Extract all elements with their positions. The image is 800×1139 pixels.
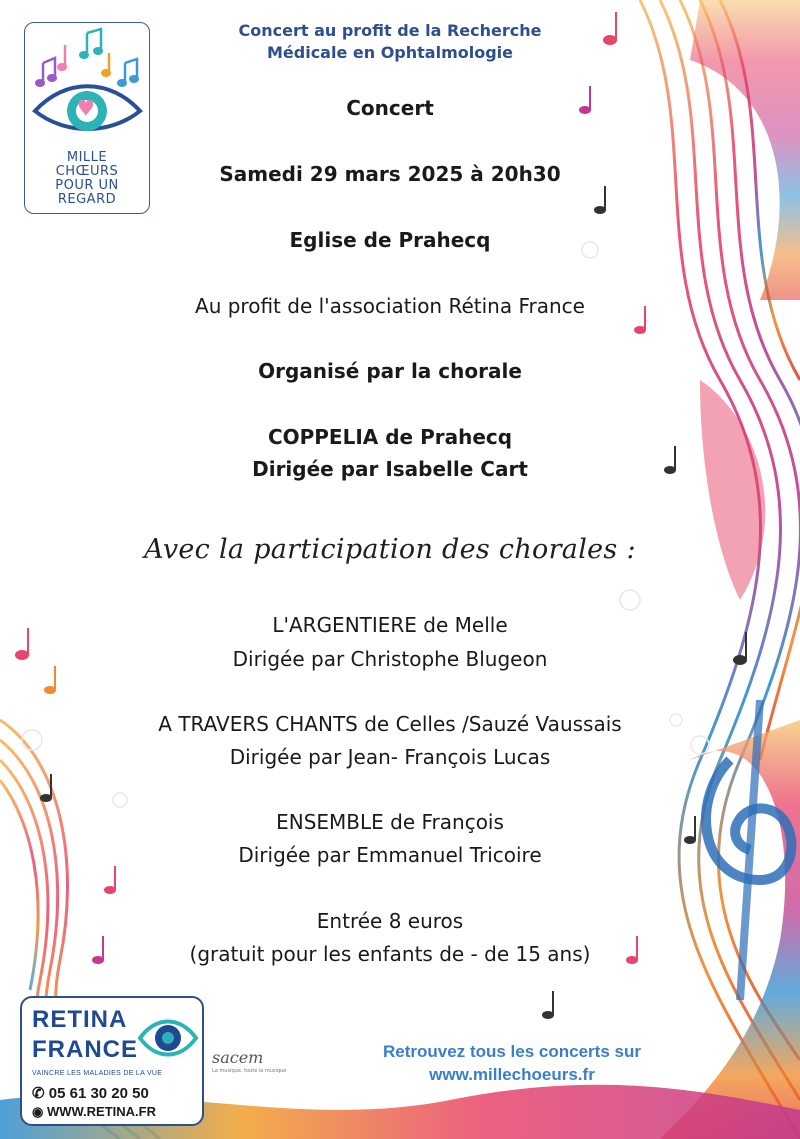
host-choir-director: Dirigée par Isabelle Cart bbox=[252, 457, 528, 481]
guest-choir-director: Dirigée par Christophe Blugeon bbox=[232, 647, 548, 671]
retina-tagline: VAINCRE LES MALADIES DE LA VUE bbox=[32, 1070, 163, 1077]
footer-link[interactable] bbox=[372, 1040, 652, 1086]
sacem-tagline: La musique, toute la musique bbox=[212, 1068, 287, 1074]
globe-icon: ◉ bbox=[32, 1104, 44, 1119]
guest-choir-name: L'ARGENTIERE de Melle bbox=[272, 613, 508, 637]
logo-line: POUR UN bbox=[55, 178, 119, 193]
retina-france-logo bbox=[20, 996, 204, 1126]
logo-line: REGARD bbox=[57, 192, 117, 207]
concert-date: Samedi 29 mars 2025 à 20h30 bbox=[219, 162, 561, 186]
association-line: Au profit de l'association Rétina France bbox=[195, 294, 585, 318]
phone-icon: ✆ bbox=[32, 1085, 45, 1102]
header-line-2: Médicale en Ophtalmologie bbox=[266, 43, 513, 62]
france-word: FRANCE bbox=[32, 1036, 138, 1063]
participation-title: Avec la participation des chorales : bbox=[144, 534, 636, 565]
retina-website[interactable] bbox=[32, 1104, 156, 1120]
retina-eye-icon bbox=[138, 1008, 198, 1068]
concert-venue: Eglise de Prahecq bbox=[289, 228, 491, 252]
guest-choir-name: A TRAVERS CHANTS de Celles /Sauzé Vaussais bbox=[158, 712, 622, 736]
retina-phone bbox=[32, 1084, 149, 1102]
header-line-1: Concert au profit de la Recherche bbox=[238, 21, 542, 40]
poster-body bbox=[130, 0, 650, 1000]
footer-line-2: www.millechoeurs.fr bbox=[429, 1065, 595, 1084]
concert-title: Concert bbox=[346, 96, 434, 120]
guest-choir-director: Dirigée par Jean- François Lucas bbox=[229, 745, 551, 769]
sacem-logo: sacem bbox=[212, 1048, 264, 1067]
guest-choir-director: Dirigée par Emmanuel Tricoire bbox=[238, 843, 542, 867]
logo-line: CHŒURS bbox=[55, 164, 119, 179]
retina-phone-number: 05 61 30 20 50 bbox=[48, 1085, 149, 1102]
retina-website-url: WWW.RETINA.FR bbox=[46, 1104, 157, 1119]
logo-line: MILLE bbox=[66, 150, 108, 165]
entry-note: (gratuit pour les enfants de - de 15 ans) bbox=[189, 942, 591, 966]
guest-choir-name: ENSEMBLE de François bbox=[276, 810, 504, 834]
footer-line-1: Retrouvez tous les concerts sur bbox=[383, 1042, 641, 1061]
retina-word: RETINA bbox=[32, 1006, 128, 1033]
host-choir-name: COPPELIA de Prahecq bbox=[267, 425, 513, 449]
entry-price: Entrée 8 euros bbox=[316, 909, 464, 933]
organised-by: Organisé par la chorale bbox=[258, 359, 522, 383]
